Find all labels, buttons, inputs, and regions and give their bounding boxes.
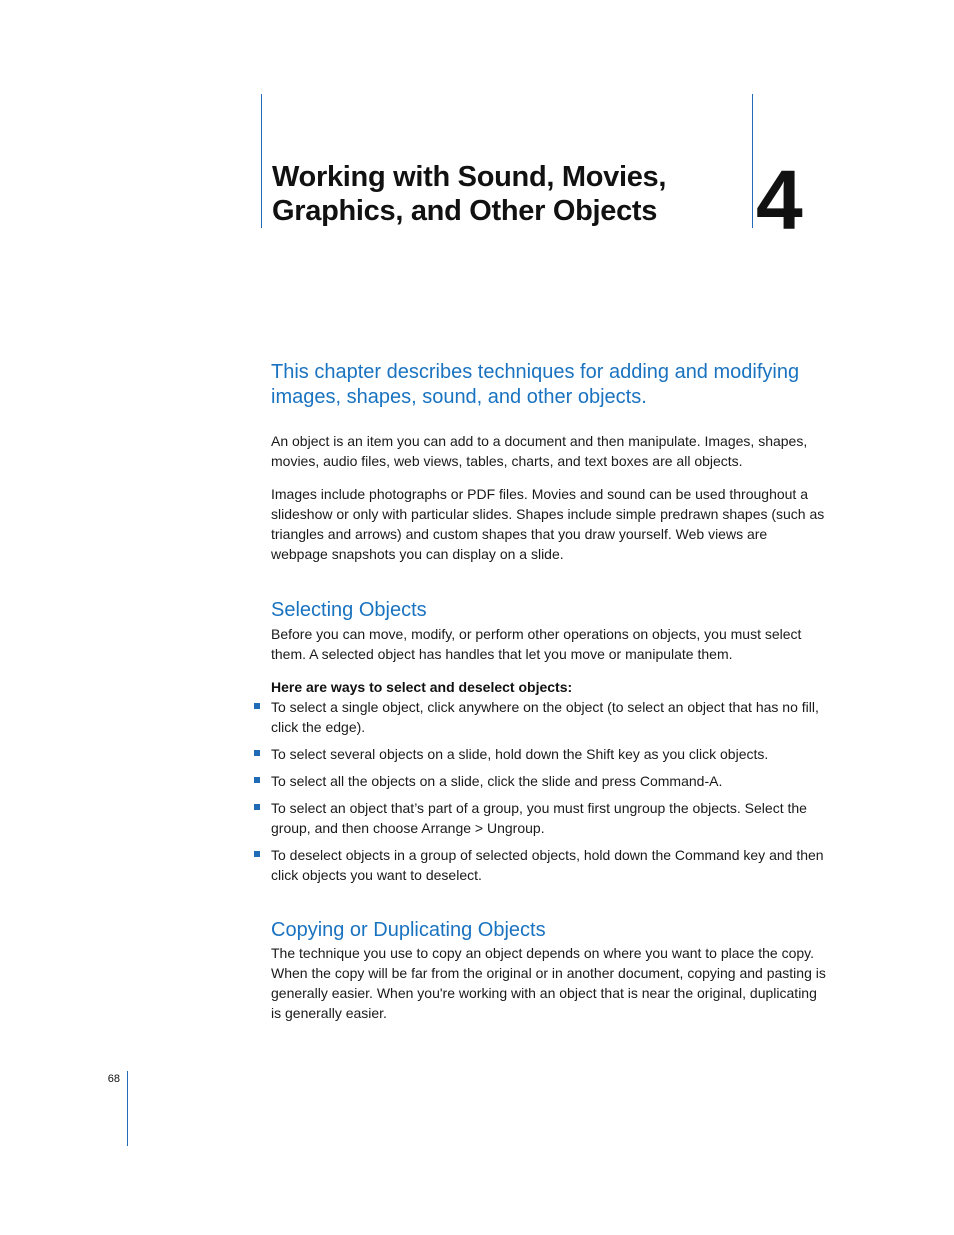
list-item-text: To select an object that’s part of a group, you must first ungroup the objects. Select the group, and then choose Arrange > Ungroup. <box>271 800 807 836</box>
section-heading-selecting: Selecting Objects <box>271 599 427 621</box>
list-item-text: To select all the objects on a slide, click the slide and press Command-A. <box>271 773 723 789</box>
chapter-title: Working with Sound, Movies, Graphics, and Other Objects <box>272 161 667 227</box>
list-item <box>252 744 832 764</box>
bullet-icon <box>254 703 260 709</box>
list-item <box>252 798 832 838</box>
paragraph-images: Images include photographs or PDF files. Movies and sound can be used throughout a slideshow or only with particular slides. Shapes include simple predrawn shapes (such as triangles and arrows) and custom shapes that you draw yourself. Web views are webpage snapshots you can display on a slide. <box>271 486 825 562</box>
list-item <box>252 697 832 737</box>
list-item-text: To select several objects on a slide, hold down the Shift key as you click objects. <box>271 746 769 762</box>
list-item <box>252 845 832 885</box>
list-item-text: To select a single object, click anywhere on the object (to select an object that has no fill, click the edge). <box>271 699 819 735</box>
paragraph-copying: The technique you use to copy an object depends on where you want to place the copy. When the copy will be far from the original or in another document, copying and pasting is generally easier. When you're working with an object that is near the original, duplicating is generally easier. <box>271 945 826 1021</box>
bullet-icon <box>254 750 260 756</box>
section-heading-copying: Copying or Duplicating Objects <box>271 919 546 941</box>
bullet-list <box>252 697 832 892</box>
page-number: 68 <box>107 1073 120 1085</box>
paragraph-objects: An object is an item you can add to a document and then manipulate. Images, shapes, movies, audio files, web views, tables, charts, and text boxes are all objects. <box>271 433 808 469</box>
number-left-rule <box>752 94 753 228</box>
list-lead: Here are ways to select and deselect objects: <box>271 679 573 695</box>
bullet-icon <box>254 851 260 857</box>
bullet-icon <box>254 777 260 783</box>
list-item <box>252 771 832 791</box>
paragraph-selecting: Before you can move, modify, or perform other operations on objects, you must select them. A selected object has handles that let you move or manipulate them. <box>271 626 802 662</box>
chapter-number: 4 <box>756 153 803 247</box>
bullet-icon <box>254 804 260 810</box>
title-left-rule <box>261 94 262 228</box>
list-item-text: To deselect objects in a group of selected objects, hold down the Command key and then click objects you want to deselect. <box>271 847 824 883</box>
chapter-intro: This chapter describes techniques for adding and modifying images, shapes, sound, and other objects. <box>271 361 800 408</box>
page-number-rule <box>127 1071 128 1146</box>
